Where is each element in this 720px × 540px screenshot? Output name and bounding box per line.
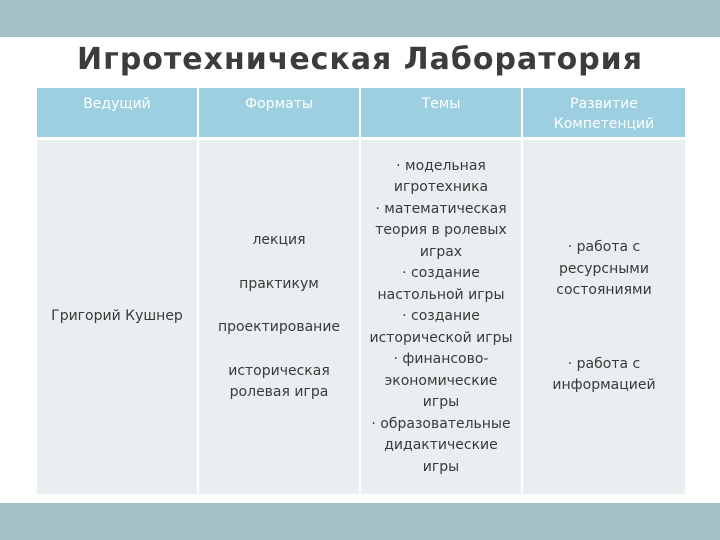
leader-name: Григорий Кушнер — [51, 308, 183, 325]
slide-title: Игротехническая Лаборатория — [77, 42, 643, 77]
top-decor-band — [0, 0, 720, 37]
bottom-decor-band — [0, 503, 720, 540]
topic-item: · образовательные дидактические игры — [371, 415, 511, 475]
topic-item: · финансово-экономические игры — [384, 351, 498, 411]
cell-formats — [198, 139, 360, 495]
cell-leader — [37, 139, 198, 495]
topic-item: · создание исторической игры — [369, 308, 513, 346]
cell-competencies — [522, 139, 685, 495]
cell-topics — [360, 139, 522, 495]
header-formats: Форматы — [198, 88, 360, 139]
topic-item: · математическая теория в ролевых играх — [375, 200, 507, 260]
format-item: лекция — [252, 232, 306, 249]
format-item: проектирование — [217, 319, 341, 336]
format-item: практикум — [239, 275, 319, 292]
format-item: историческая ролевая игра — [228, 362, 330, 401]
table-row — [37, 139, 685, 495]
header-competencies: Развитие Компетенций — [522, 88, 685, 139]
topic-item: · модельная игротехника — [393, 157, 489, 196]
header-leader: Ведущий — [37, 88, 198, 139]
topic-item: · создание настольной игры — [377, 265, 505, 303]
competency-item: · работа с информацией — [552, 355, 656, 394]
header-topics: Темы — [360, 88, 522, 139]
lab-table — [37, 88, 685, 494]
header-row — [37, 88, 685, 139]
competency-item: · работа с ресурсными состояниями — [556, 239, 652, 299]
